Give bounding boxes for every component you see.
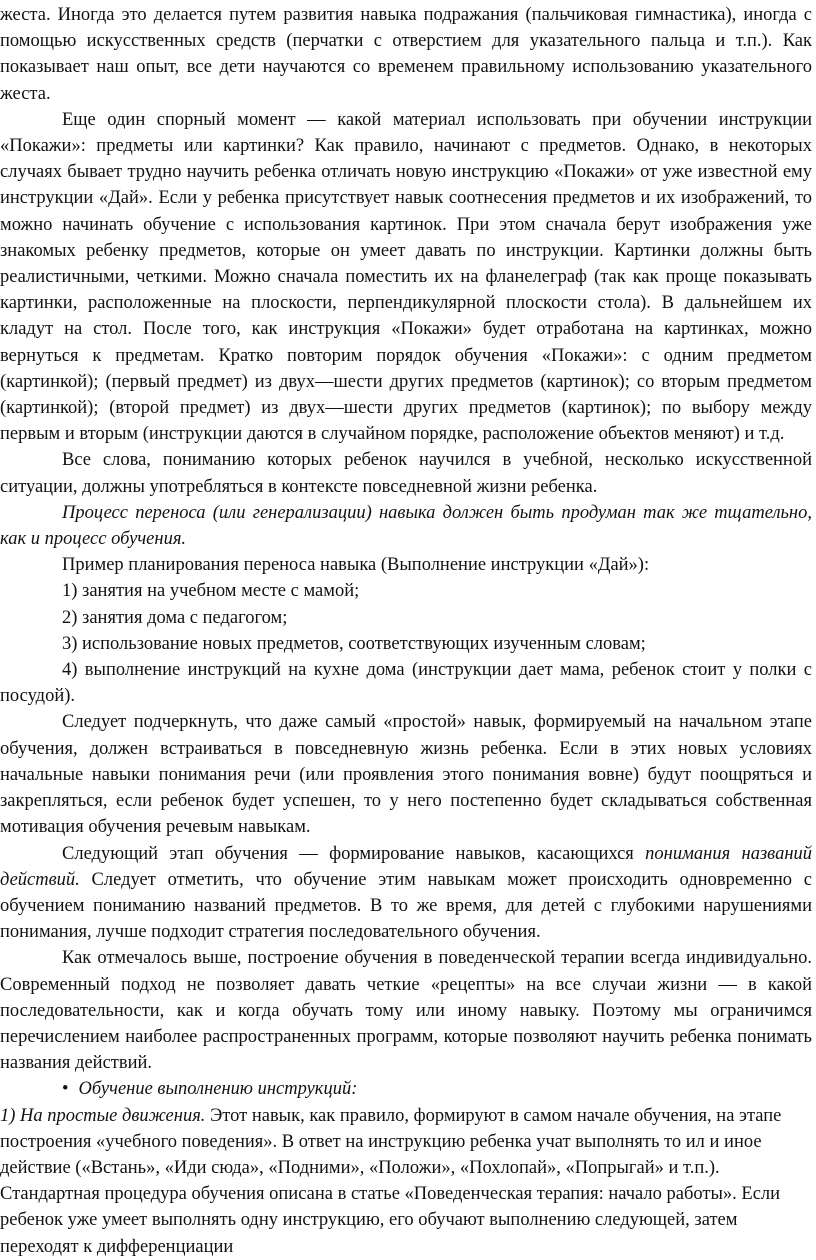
paragraph: жеста. Иногда это делается путем развития навыка подражания (пальчиковая гимнастика), иногда с помощью искусственных средств (перчатки с отверстием для указательного пальца и т.п.). Как показывает наш опыт, все дети научаются со временем правильному использованию указательного жеста. (0, 5, 812, 104)
paragraph (0, 1103, 812, 1260)
paragraph-text: Этот навык, как правило, формируют в самом начале обучения, на этапе построения «учебного поведения». В ответ на инструкцию ребенка учат выполнять то ил и иное действие («Встань», «Иди сюда», «Подними», «Положи», «Похлопай», «Попрыгай» и т.п.). Стандартная процедура обучения описана в статье «Поведенческая терапия: начало работы». Если ребенок уже умеет выполнять одну инструкцию, его обучают выполнению следующей, затем переходят к дифференциации (0, 1105, 782, 1257)
italic-term: понимания названий действий. (0, 843, 813, 890)
paragraph-text: Следует отметить, что обучение этим навыкам может происходить одновременно с обучением пониманию названий предметов. В то же время, для детей с глубокими нарушениями понимания, лучше подходит стратегия последовательного обучения. (0, 869, 812, 943)
list-item: 3) использование новых предметов, соответствующих изученным словам; (62, 633, 646, 654)
paragraph: Пример планирования переноса навыка (Выполнение инструкции «Дай»): (62, 555, 650, 576)
paragraph: Еще один спорный момент — какой материал использовать при обучении инструкции «Покажи»: предметы или картинки? Как правило, начинают с предметов. Однако, в некоторых случаях бывает трудно научить ребенка отличать новую инструкцию «Покажи» от уже известной ему инструкции «Дай». Если у ребенка присутствует навык соотнесения предметов и их изображений, то можно начинать обучение с использования картинок. При этом сначала берут изображения уже знакомых ребенку предметов, которые он умеет давать по инструкции. Картинки должны быть реалистичными, четкими. Можно сначала поместить их на фланелеграф (так как проще показывать картинки, расположенные на плоскости, перпендикулярной плоскости стола). В дальнейшем их кладут на стол. После того, как инструкция «Покажи» будет отработана на картинках, можно вернуться к предметам. Кратко повторим порядок обучения «Покажи»: с одним предметом (картинкой); (первый предмет) из двух—шести других предметов (картинок); со вторым предметом (картинкой); (второй предмет) из двух—шести других предметов (картинок); по выбору между первым и вторым (инструкции даются в случайном порядке, расположение объектов меняют) и т.д. (0, 109, 812, 445)
list-item: 4) выполнение инструкций на кухне дома (инструкции дает мама, ребенок стоит у полки с посудой). (0, 660, 812, 707)
italic-paragraph: Процесс переноса (или генерализации) навыка должен быть продуман так же тщательно, как и процесс обучения. (0, 502, 812, 550)
list-item: 1) занятия на учебном месте с мамой; (62, 581, 360, 602)
italic-term: 1) На простые движения. (0, 1105, 206, 1126)
bullet-icon: • (62, 1079, 69, 1100)
list-item: 2) занятия дома с педагогом; (62, 607, 288, 628)
bullet-text: Обучение выполнению инструкций: (78, 1079, 358, 1100)
paragraph (0, 841, 812, 946)
paragraph: Как отмечалось выше, построение обучения в поведенческой терапии всегда индивидуально. Современный подход не позволяет давать четкие «рецепты» на все случаи жизни — в какой последовательности, как и когда обучать тому или иному навыку. Поэтому мы ограничимся перечислением наиболее распространенных программ, которые позволяют научить ребенка понимать названия действий. (0, 948, 812, 1074)
paragraph-text: Следующий этап обучения — формирование навыков, касающихся (62, 843, 646, 864)
bullet-item (0, 1076, 812, 1102)
paragraph: Следует подчеркнуть, что даже самый «простой» навык, формируемый на начальном этапе обучения, должен встраиваться в повседневную жизнь ребенка. Если в этих новых условиях начальные навыки понимания речи (или проявления этого понимания вовне) будут поощряться и закрепляться, если ребенок будет успешен, то у него постепенно будет складываться собственная мотивация обучения речевым навыкам. (0, 712, 812, 838)
paragraph: Все слова, пониманию которых ребенок научился в учебной, несколько искусственной ситуации, должны употребляться в контексте повседневной жизни ребенка. (0, 450, 812, 497)
